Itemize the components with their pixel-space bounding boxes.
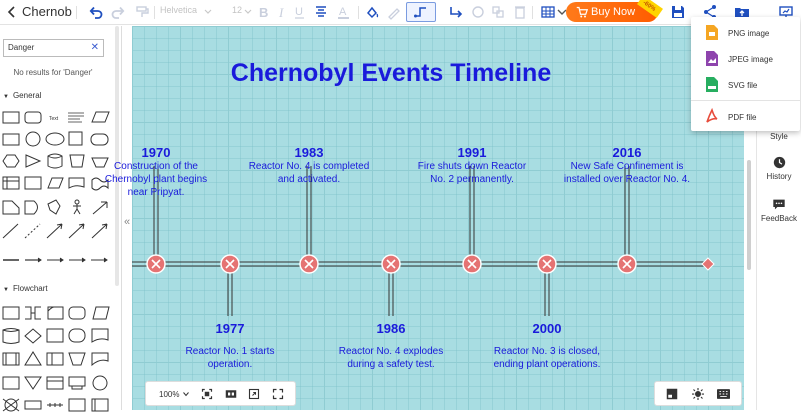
export-pdf-label: PDF file (728, 113, 757, 122)
event-description[interactable]: Reactor No. 4 explodes (338, 346, 444, 357)
section-header-general[interactable] (3, 91, 41, 100)
arrange-icon[interactable] (490, 3, 506, 21)
event-year[interactable]: 1991 (457, 145, 487, 160)
collapse-triangle-icon: ▼ (3, 287, 9, 293)
event-description[interactable]: No. 2 permanently. (430, 174, 514, 185)
feedback-panel-button[interactable] (757, 198, 801, 223)
buy-now-button[interactable] (566, 2, 658, 22)
diagram-canvas[interactable] (104, 26, 744, 410)
clear-search-icon[interactable]: ✕ (90, 42, 99, 53)
section-title-general: General (12, 91, 42, 100)
shape-search-value: Danger (8, 43, 35, 52)
section-title-flowchart: Flowchart (12, 284, 48, 293)
shape-panel-scrollbar[interactable] (115, 26, 119, 286)
export-svg-item[interactable] (691, 73, 800, 97)
event-description[interactable]: Reactor No. 1 starts (185, 346, 275, 357)
document-title[interactable]: Chernob (22, 4, 72, 19)
style-panel-button[interactable] (757, 132, 801, 141)
event-description[interactable]: Reactor No. 3 is closed, (493, 346, 601, 357)
zoom-dropdown-icon[interactable] (182, 390, 190, 398)
export-svg-label: SVG file (728, 81, 758, 90)
history-panel-button[interactable] (757, 156, 801, 181)
feedback-icon (772, 198, 786, 211)
fill-color-icon[interactable] (364, 3, 380, 21)
table-dropdown-icon[interactable] (558, 3, 566, 21)
export-png-label: PNG image (728, 29, 770, 38)
align-center-icon[interactable] (313, 3, 329, 21)
format-painter-icon[interactable] (134, 3, 150, 21)
timeline-diagram[interactable] (104, 26, 744, 410)
waypoint-icon[interactable] (448, 3, 464, 21)
actual-size-icon[interactable] (225, 388, 237, 400)
export-jpeg-label: JPEG image (728, 55, 773, 64)
style-label: Style (770, 132, 788, 141)
main-toolbar (0, 0, 800, 25)
event-year[interactable]: 1983 (294, 145, 324, 160)
flowchart-shapes-grid[interactable] (0, 299, 115, 414)
event-description[interactable]: Chernobyl plant begins (104, 174, 208, 185)
cart-icon (576, 6, 588, 18)
general-shapes-grid[interactable] (0, 106, 115, 266)
history-icon (773, 156, 786, 169)
jpeg-file-icon (706, 51, 718, 66)
timeline-end-marker[interactable] (702, 258, 714, 270)
keyboard-icon[interactable] (717, 388, 730, 400)
redo-icon[interactable] (110, 3, 126, 21)
export-pdf-item[interactable] (691, 105, 800, 129)
save-icon[interactable] (670, 3, 686, 21)
event-year[interactable]: 1977 (215, 321, 245, 336)
italic-icon[interactable] (275, 3, 291, 21)
undo-icon[interactable] (88, 3, 104, 21)
zoom-level[interactable]: 100% (159, 390, 180, 399)
svg-text:A: A (339, 6, 347, 18)
connector-style-icon[interactable] (406, 2, 436, 22)
buy-now-label: Buy Now (591, 6, 636, 18)
event-description[interactable]: Construction of the (114, 161, 198, 172)
delete-icon[interactable] (512, 3, 528, 21)
svg-text:B: B (259, 5, 269, 20)
svg-text:I: I (279, 5, 284, 20)
no-results-message: No results for 'Danger' (13, 68, 93, 77)
shape-search-input[interactable] (3, 39, 104, 57)
history-label: History (766, 172, 792, 181)
collapse-triangle-icon: ▼ (3, 94, 9, 100)
event-description[interactable]: installed over Reactor No. 4. (563, 174, 691, 185)
event-description[interactable]: operation. (207, 359, 253, 370)
event-year[interactable]: 2016 (612, 145, 642, 160)
svg-text:Text: Text (49, 116, 59, 122)
font-color-icon[interactable] (336, 3, 352, 21)
event-year[interactable]: 1970 (141, 145, 171, 160)
export-png-item[interactable] (691, 21, 800, 45)
export-jpeg-item[interactable] (691, 47, 800, 71)
event-description[interactable]: and activated. (277, 174, 341, 185)
back-icon[interactable] (4, 3, 20, 21)
bold-icon[interactable] (256, 3, 272, 21)
feedback-label: FeedBack (760, 214, 798, 223)
png-file-icon (706, 25, 718, 40)
menu-separator (691, 100, 800, 101)
pdf-file-icon (706, 109, 718, 124)
event-description[interactable]: near Pripyat. (127, 187, 185, 198)
svg-text:U: U (295, 6, 303, 18)
theme-icon[interactable] (692, 388, 704, 400)
section-header-flowchart[interactable] (3, 284, 48, 293)
event-year[interactable]: 1986 (376, 321, 406, 336)
font-family-dropdown-icon[interactable] (200, 3, 216, 21)
shape-library-panel (0, 26, 122, 410)
line-color-icon[interactable] (386, 3, 402, 21)
font-size-select[interactable]: 12 (232, 5, 243, 15)
font-size-dropdown-icon[interactable] (240, 3, 256, 21)
svg-file-icon (706, 77, 718, 92)
fullscreen-icon[interactable] (272, 388, 284, 400)
fit-page-icon[interactable] (201, 388, 213, 400)
fit-width-icon[interactable] (248, 388, 260, 400)
event-year[interactable]: 2000 (532, 321, 562, 336)
view-toolbar (654, 381, 742, 406)
event-description[interactable]: ending plant operations. (493, 359, 601, 370)
shadow-icon[interactable] (470, 3, 486, 21)
diagram-title[interactable]: Chernobyl Events Timeline (230, 59, 552, 87)
collapse-panel-icon[interactable]: « (124, 216, 131, 228)
font-family-select[interactable]: Helvetica (160, 5, 198, 15)
event-description[interactable]: during a safety test. (347, 359, 435, 370)
export-dropdown-menu (691, 17, 800, 131)
discount-badge: -60% (637, 0, 663, 18)
event-description[interactable]: Fire shuts down Reactor (417, 161, 527, 172)
zoom-toolbar (145, 381, 296, 406)
canvas-scrollbar[interactable] (747, 160, 751, 270)
outline-icon[interactable] (666, 388, 678, 400)
event-description[interactable]: Reactor No. 4 is completed (248, 161, 370, 172)
underline-icon[interactable] (292, 3, 308, 21)
event-description[interactable]: New Safe Confinement is (570, 161, 684, 172)
